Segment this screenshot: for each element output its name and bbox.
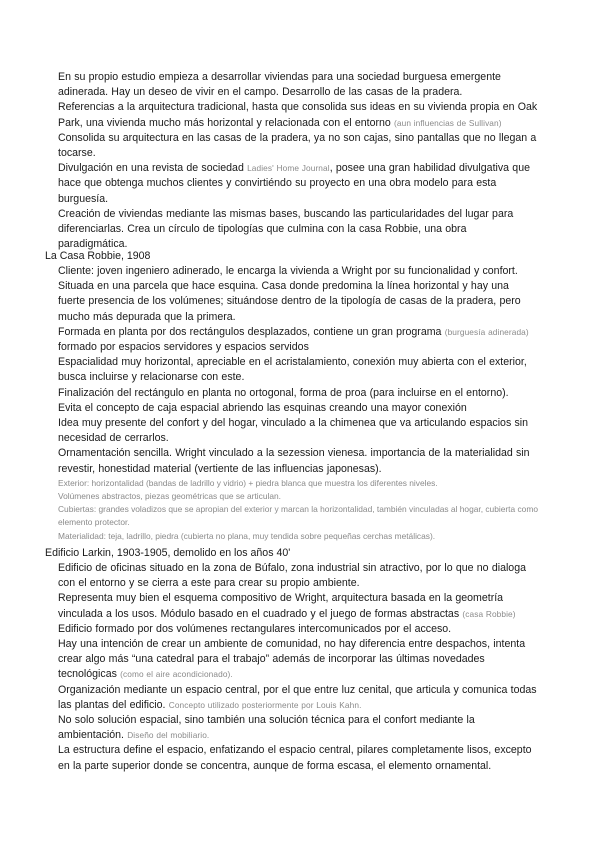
- robbie-paragraph-3: [58, 325, 538, 355]
- larkin-paragraph-3: Edificio formado por dos volúmenes rectangulares intercomunicados por el acceso.: [58, 622, 452, 635]
- intro-paragraph-4-text-b: , posee una gran habilidad divulgativa que hace que obtenga muchos clientes y convirtiéndo su proyecto en una obra modelo para esta burguesía.: [58, 162, 530, 205]
- robbie-paragraph-3-note: (burguesía adinerada): [444, 326, 529, 337]
- robbie-heading: La Casa Robbie, 1908: [45, 250, 151, 262]
- robbie-note-volumes: Volúmenes abstractos, piezas geométricas que se articulan.: [58, 491, 281, 502]
- intro-paragraph-1: En su propio estudio empieza a desarrollar viviendas para una sociedad burguesa emergente adinerada. Hay un deseo de vivir en el campo. Desarrollo de las casas de la pradera.: [58, 71, 501, 99]
- larkin-paragraph-4-note: (como el aire acondicionado).: [120, 669, 233, 680]
- larkin-paragraph-5-text: Organización mediante un espacio central, por el que entre luz cenital, que articula y comunica todas las plantas del edificio.: [58, 683, 537, 711]
- robbie-note-roofs: Cubiertas: grandes voladizos que se apropian del exterior y marcan la horizontalidad, también vinculadas al hogar, cubierta como elemento protector.: [58, 504, 538, 528]
- intro-paragraph-5: Creación de viviendas mediante las mismas bases, buscando las particularidades del lugar para diferenciarlas. Crea un círculo de tipologías que culmina con la casa Robbie, una obra paradigmática.: [58, 207, 514, 251]
- robbie-paragraph-4: Espacialidad muy horizontal, apreciable en el acristalamiento, conexión muy abierta con el exterior, busca incluirse y relacionarse con este.: [58, 356, 527, 384]
- robbie-note-materials: Materialidad: teja, ladrillo, piedra (cubierta no plana, muy tendida sobre pequeñas cerchas metálicas).: [58, 530, 436, 541]
- larkin-paragraph-4-text: Hay una intención de crear un ambiente de comunidad, no hay diferencia entre despachos, intenta crear algo más “una catedral para el trabajo” además de incorporar las últimas novedades tecnológicas: [58, 638, 526, 681]
- robbie-paragraph-2: Situada en una parcela que hace esquina. Casa donde predomina la línea horizontal y hay una fuerte presencia de los volúmenes; situándose dentro de la tipología de casas de la pradera, pero mucho más depurada que la primera.: [58, 280, 521, 323]
- larkin-paragraph-2: [58, 591, 538, 621]
- robbie-paragraph-5: Finalización del rectángulo en planta no ortogonal, forma de proa (para incluirse en el entorno).: [58, 386, 509, 399]
- robbie-paragraph-6: Evita el concepto de caja espacial abriendo las esquinas creando una mayor conexión: [58, 401, 467, 414]
- intro-paragraph-2: [58, 100, 538, 130]
- larkin-heading: Edificio Larkin, 1903-1905, demolido en los años 40': [45, 547, 291, 559]
- robbie-paragraph-3-text-b: formado por espacios servidores y espacios servidos: [58, 341, 309, 354]
- larkin-paragraph-2-note: (casa Robbie): [462, 608, 516, 619]
- intro-paragraph-4: [58, 161, 538, 207]
- magazine-name: Ladies' Home Journal: [247, 163, 330, 174]
- larkin-paragraph-2-text: Representa muy bien el esquema compositivo de Wright, arquitectura basada en la geometría vinculada a los usos. Módulo basado en el cuadrado y el juego de formas abstractas: [58, 592, 504, 620]
- larkin-paragraph-5: [58, 683, 538, 713]
- larkin-paragraph-7: La estructura define el espacio, enfatizando el espacio central, pilares completamente lisos, excepto en la parte superior donde se concentra, aunque de forma escasa, el elemento ornamental.: [58, 744, 532, 772]
- larkin-paragraph-6-note: Diseño del mobiliario.: [127, 730, 210, 741]
- larkin-paragraph-1: Edificio de oficinas situado en la zona de Búfalo, zona industrial sin atractivo, por lo que no dialoga con el entorno y se cierra a este para crear su propio ambiente.: [58, 562, 526, 590]
- robbie-section: [58, 264, 538, 543]
- robbie-paragraph-7: Idea muy presente del confort y del hogar, vinculado a la chimenea que va articulando espacios sin necesidad de cerrarlos.: [58, 417, 529, 445]
- intro-paragraph-2-note: (aun influencias de Sullivan): [394, 117, 502, 128]
- robbie-note-exterior: Exterior: horizontalidad (bandas de ladrillo y vidrio) + piedra blanca que muestra los diferentes niveles.: [58, 477, 438, 488]
- robbie-paragraph-8: Ornamentación sencilla. Wright vinculado a la sezession vienesa. importancia de la materialidad sin revestir, honestidad material (vertiente de las influencias japonesas).: [58, 447, 530, 475]
- robbie-paragraph-3-text-a: Formada en planta por dos rectángulos desplazados, contiene un gran programa: [58, 325, 442, 338]
- larkin-paragraph-4: [58, 637, 538, 683]
- larkin-paragraph-6: [58, 713, 538, 743]
- intro-paragraph-3: Consolida su arquitectura en las casas de la pradera, ya no son cajas, sino pantallas que no llegan a tocarse.: [58, 131, 537, 160]
- intro-paragraph-4-text-a: Divulgación en una revista de sociedad: [58, 162, 244, 175]
- intro-paragraph-2-text: Referencias a la arquitectura tradicional, hasta que consolida sus ideas en su vivienda propia en Oak Park, una vivienda mucho más horizontal y relacionada con el entorno: [58, 101, 538, 129]
- larkin-paragraph-5-note: Concepto utilizado posteriormente por Louis Kahn.: [168, 699, 362, 710]
- robbie-paragraph-1: Cliente: joven ingeniero adinerado, le encarga la vivienda a Wright por su funcionalidad y confort.: [58, 265, 518, 277]
- larkin-section: [58, 561, 538, 774]
- intro-section: [58, 70, 538, 252]
- larkin-paragraph-6-text: No solo solución espacial, sino también una solución técnica para el confort mediante la ambientación.: [58, 714, 475, 742]
